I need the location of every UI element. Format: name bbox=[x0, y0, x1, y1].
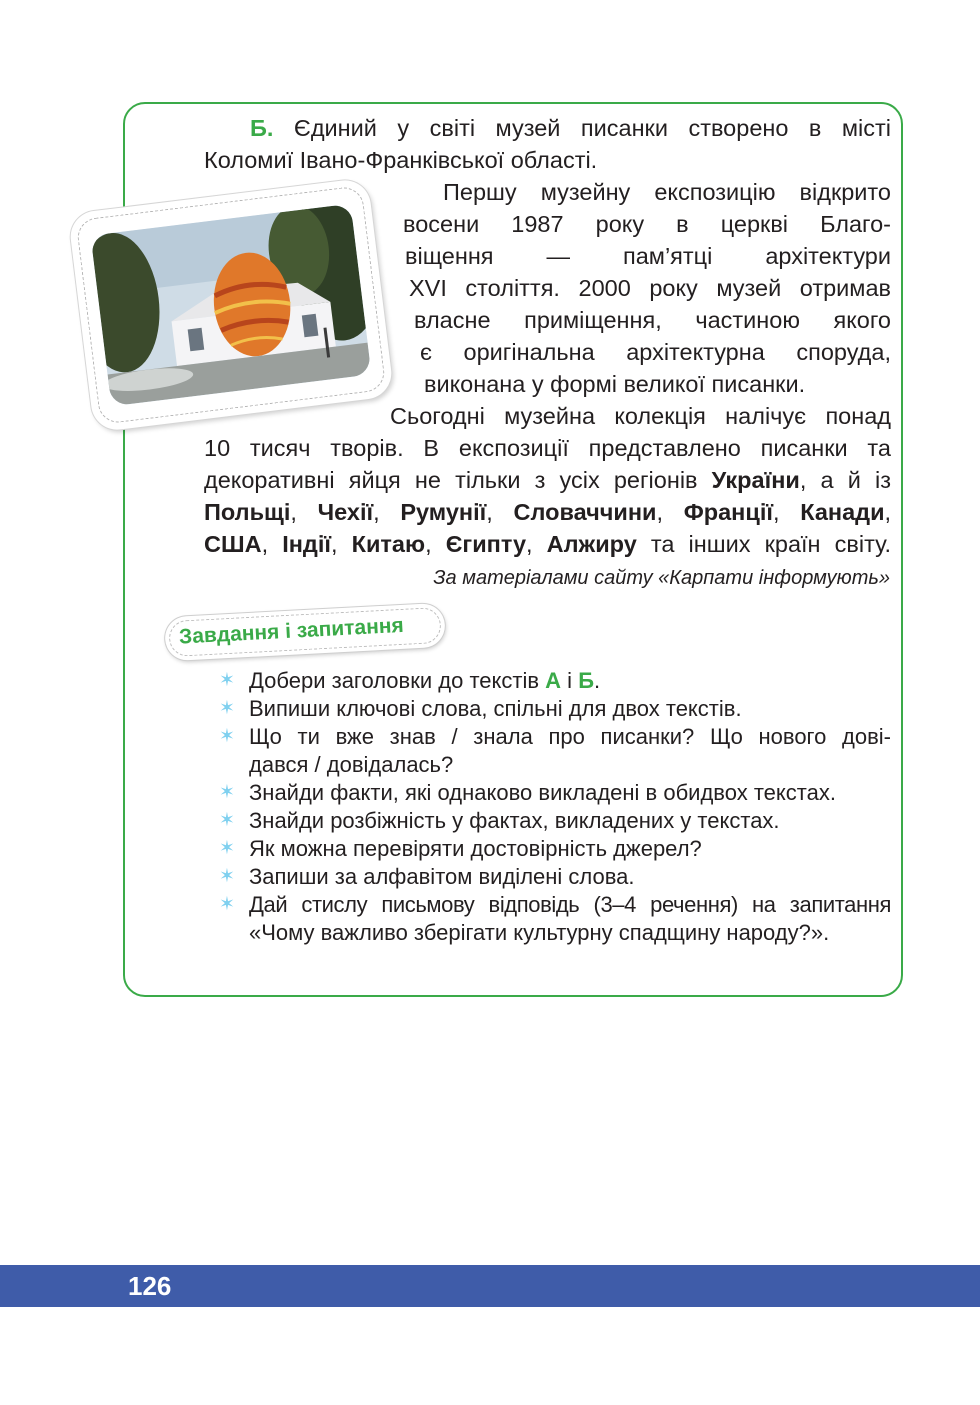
country-poland: Польщі bbox=[204, 499, 291, 525]
page-number: 126 bbox=[128, 1271, 172, 1301]
comma: , bbox=[884, 499, 892, 525]
task-7: Запиши за алфавітом виділені слова. bbox=[249, 864, 635, 889]
line-12-end: , а й із bbox=[799, 467, 891, 493]
pysanka-museum-photo bbox=[90, 204, 371, 407]
comma: , bbox=[425, 531, 432, 557]
task-3-line-1: Що ти вже знав / знала про писанки? Що нового дові- bbox=[249, 724, 891, 749]
task-5: Знайди розбіжність у фактах, викладених у текстах. bbox=[249, 808, 780, 833]
text-b-line-4: восени 1987 року в церкві Благо- bbox=[403, 211, 891, 237]
country-egypt: Єгипту bbox=[445, 531, 527, 557]
task-1-and: і bbox=[567, 668, 573, 693]
text-b-line-9: виконана у формі великої писанки. bbox=[424, 371, 806, 397]
country-india: Індії bbox=[282, 531, 331, 557]
text-b-line-5: віщення — пам’ятці архітектури bbox=[405, 243, 891, 269]
task-1-b: Б bbox=[578, 668, 594, 693]
task-2: Випиши ключові слова, спільні для двох текстів. bbox=[249, 696, 742, 721]
text-b-line-1-text: Єдиний у світі музей писанки створено в місті bbox=[293, 115, 892, 141]
comma: , bbox=[290, 499, 297, 525]
text-b-line-11: 10 тисяч творів. В експозиції представлено писанки та bbox=[204, 435, 891, 461]
text-b-line-10: Сьогодні музейна колекція налічує понад bbox=[390, 403, 891, 429]
task-8-line-1: Дай стислу письмову відповідь (3–4 речення) на запитання bbox=[249, 892, 891, 917]
bullet-star-icon: ✶ bbox=[219, 726, 235, 747]
text-b-marker: Б. bbox=[250, 115, 274, 141]
text-b-line-12 bbox=[204, 464, 891, 496]
task-1 bbox=[249, 667, 600, 695]
country-usa: США bbox=[204, 531, 262, 557]
bullet-star-icon: ✶ bbox=[219, 838, 235, 859]
country-algeria: Алжиру bbox=[546, 531, 637, 557]
task-3-line-2: дався / довідалась? bbox=[249, 752, 454, 777]
bullet-star-icon: ✶ bbox=[219, 894, 235, 915]
text-b-line-3: Першу музейну експозицію відкрито bbox=[443, 179, 891, 205]
text-b-line-14 bbox=[204, 528, 891, 560]
task-8-line-2: «Чому важливо зберігати культурну спадщину народу?». bbox=[249, 920, 830, 945]
comma: , bbox=[772, 499, 780, 525]
text-b-line-13 bbox=[204, 496, 891, 528]
country-slovakia: Словаччини bbox=[513, 499, 657, 525]
bullet-star-icon: ✶ bbox=[219, 782, 235, 803]
country-france: Франції bbox=[683, 499, 773, 525]
text-b-line-7: власне приміщення, частиною якого bbox=[414, 307, 891, 333]
comma: , bbox=[656, 499, 663, 525]
bullet-star-icon: ✶ bbox=[219, 866, 235, 887]
comma: , bbox=[526, 531, 533, 557]
text-b-line-2: Коломиї Івано-Франківської області. bbox=[204, 147, 598, 173]
comma: , bbox=[373, 499, 380, 525]
text-b-line-6: XVI століття. 2000 року музей отримав bbox=[409, 275, 891, 301]
comma: , bbox=[261, 531, 269, 557]
line-14-end: та інших країн світу. bbox=[650, 531, 892, 557]
country-romania: Румунії bbox=[400, 499, 487, 525]
task-1-a: А bbox=[545, 668, 562, 693]
task-1-period: . bbox=[594, 668, 601, 693]
comma: , bbox=[330, 531, 338, 557]
task-4: Знайди факти, які однаково викладені в обидвох текстах. bbox=[249, 780, 836, 805]
bullet-star-icon: ✶ bbox=[219, 670, 235, 691]
country-china: Китаю bbox=[351, 531, 426, 557]
country-czech: Чехії bbox=[317, 499, 374, 525]
bullet-star-icon: ✶ bbox=[219, 810, 235, 831]
line-12-start: декоративні яйця не тільки з усіх регіонів bbox=[204, 467, 698, 493]
country-ukraine: України bbox=[711, 467, 800, 493]
bullet-star-icon: ✶ bbox=[219, 698, 235, 719]
country-canada: Канади bbox=[800, 499, 885, 525]
museum-photo-card bbox=[68, 177, 395, 432]
tasks-heading: Завдання і запитання bbox=[178, 613, 405, 649]
task-1-text: Добери заголовки до текстів bbox=[249, 668, 540, 693]
task-6: Як можна перевіряти достовірність джерел? bbox=[249, 836, 702, 861]
source-citation: За матеріалами сайту «Карпати інформують» bbox=[433, 567, 890, 589]
comma: , bbox=[486, 499, 493, 525]
text-b-line-8: є оригінальна архітектурна споруда, bbox=[420, 339, 891, 365]
text-b-line-1 bbox=[250, 112, 891, 144]
